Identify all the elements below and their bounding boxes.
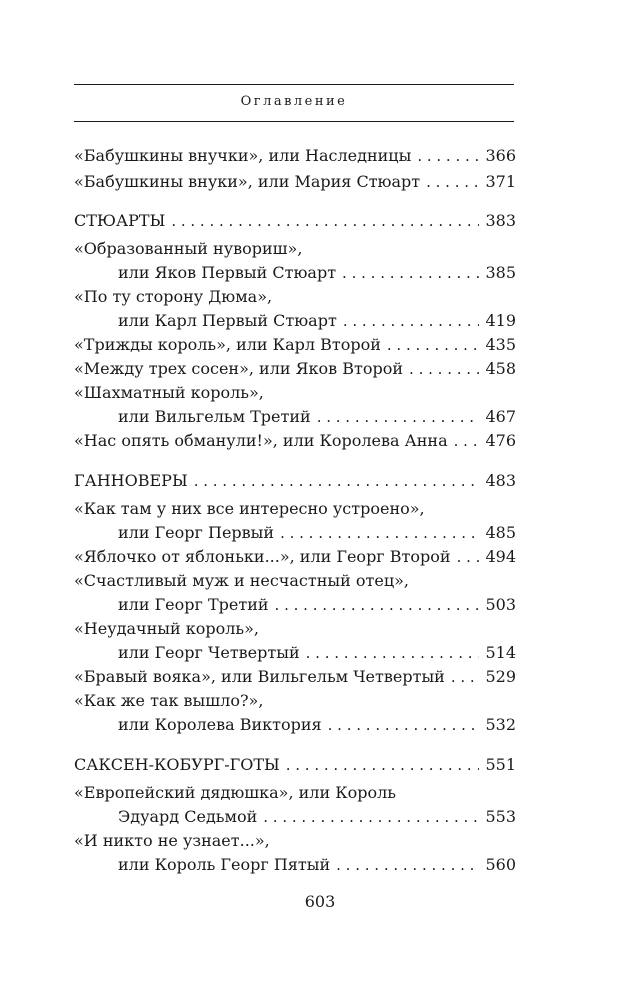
toc-entry-title: «Нас опять обманули!», или Королева Анна <box>74 431 448 450</box>
leader-dots <box>263 806 479 828</box>
toc-page-number: 458 <box>485 359 516 378</box>
toc-entry <box>74 262 516 284</box>
leader-dots <box>194 470 480 492</box>
leader-dots <box>306 642 480 664</box>
toc-entry-line <box>74 618 516 640</box>
toc-entry-title: или Георг Третий <box>118 595 269 614</box>
leader-dots <box>387 334 480 356</box>
toc-entry-title: «Бабушкины внучки», или Наследницы <box>74 146 412 165</box>
toc-entry-title: «Яблочко от яблоньки...», или Георг Второй <box>74 547 451 566</box>
toc-entry <box>74 546 516 568</box>
toc-entry-title: «Между трех сосен», или Яков Второй <box>74 359 404 378</box>
toc-page-number: 529 <box>485 667 516 686</box>
leader-dots <box>454 430 480 452</box>
toc-entry-line <box>74 570 516 592</box>
toc-page-number: 371 <box>485 172 516 191</box>
toc-section-heading <box>74 754 516 776</box>
page-number: 603 <box>304 892 336 911</box>
toc-page-number: 532 <box>485 715 516 734</box>
toc-page-number: 385 <box>485 263 516 282</box>
toc-page-number: 494 <box>485 547 516 566</box>
section-title: СТЮАРТЫ <box>74 211 166 230</box>
toc-entry-title: или Георг Первый <box>118 523 275 542</box>
leader-dots <box>171 210 479 232</box>
toc-entry-line <box>74 382 516 404</box>
toc-page-number: 483 <box>485 471 516 490</box>
toc-page-number: 476 <box>485 431 516 450</box>
toc-entry <box>74 854 516 876</box>
toc-entry-title: «По ту сторону Дюма», <box>74 287 273 306</box>
leader-dots <box>275 594 480 616</box>
toc-entry-line <box>74 690 516 712</box>
toc-page-number: 419 <box>485 311 516 330</box>
toc-section-heading <box>74 210 516 232</box>
toc-page-number: 551 <box>485 755 516 774</box>
toc-entry-line <box>74 830 516 852</box>
toc-page-number: 514 <box>485 643 516 662</box>
leader-dots <box>451 666 480 688</box>
toc-entry-title: «И никто не узнает...», <box>74 831 270 850</box>
toc-entry-title: или Король Георг Пятый <box>118 855 331 874</box>
toc-entry-line <box>74 782 516 804</box>
leader-dots <box>286 754 480 776</box>
toc-entry-title: или Вильгельм Третий <box>118 407 311 426</box>
leader-dots <box>280 522 479 544</box>
toc-entry-line <box>74 238 516 260</box>
toc-entry-title: «Бабушкины внуки», или Мария Стюарт <box>74 172 421 191</box>
toc-entry-title: «Как же так вышло?», <box>74 691 264 710</box>
toc-entry-title: «Как там у них все интересно устроено», <box>74 499 425 518</box>
leader-dots <box>336 854 479 876</box>
toc-entry <box>74 430 516 452</box>
leader-dots <box>317 406 480 428</box>
toc-page-number: 503 <box>485 595 516 614</box>
toc-entry-title: «Счастливый муж и несчастный отец», <box>74 571 409 590</box>
toc-entry-title: или Карл Первый Стюарт <box>118 311 337 330</box>
toc-page-number: 366 <box>485 146 516 165</box>
toc-entry <box>74 406 516 428</box>
toc-entry <box>74 642 516 664</box>
toc-page-number: 435 <box>485 335 516 354</box>
leader-dots <box>328 714 480 736</box>
toc-entry-title: или Королева Виктория <box>118 715 322 734</box>
toc-entry-title: «Неудачный король», <box>74 619 259 638</box>
toc-entry-title: «Трижды король», или Карл Второй <box>74 335 381 354</box>
toc-entry <box>74 666 516 688</box>
leader-dots <box>409 358 479 380</box>
leader-dots <box>417 145 479 167</box>
toc-entry-title: или Яков Первый Стюарт <box>118 263 337 282</box>
toc-entry-title: «Шахматный король», <box>74 383 264 402</box>
leader-dots <box>426 171 479 193</box>
toc-entry <box>74 310 516 332</box>
toc-page-number: 485 <box>485 523 516 542</box>
toc-entry <box>74 358 516 380</box>
leader-dots <box>342 262 479 284</box>
toc-page-number: 560 <box>485 855 516 874</box>
toc-entry-title: «Образованный нувориш», <box>74 239 303 258</box>
toc-entry-line <box>74 498 516 520</box>
running-head: Оглавление <box>240 94 348 109</box>
toc-entry-title: Эдуард Седьмой <box>118 807 258 826</box>
toc-page-number: 467 <box>485 407 516 426</box>
toc-entry <box>74 171 516 193</box>
toc-section-heading <box>74 470 516 492</box>
toc-entry <box>74 334 516 356</box>
section-title: ГАННОВЕРЫ <box>74 471 188 490</box>
toc-entry-line <box>74 286 516 308</box>
toc-entry-title: «Европейский дядюшка», или Король <box>74 783 396 802</box>
leader-dots <box>457 546 480 568</box>
toc-entry-title: или Георг Четвертый <box>118 643 300 662</box>
header-rule <box>74 121 514 122</box>
toc-page-number: 553 <box>485 807 516 826</box>
toc-entry <box>74 714 516 736</box>
toc-entry <box>74 145 516 167</box>
leader-dots <box>343 310 480 332</box>
toc-page-number: 383 <box>485 211 516 230</box>
toc-entry <box>74 806 516 828</box>
toc-entry <box>74 522 516 544</box>
toc-entry <box>74 594 516 616</box>
toc-entry-title: «Бравый вояка», или Вильгельм Четвертый <box>74 667 445 686</box>
section-title: САКСЕН-КОБУРГ-ГОТЫ <box>74 755 280 774</box>
top-rule <box>74 84 514 85</box>
